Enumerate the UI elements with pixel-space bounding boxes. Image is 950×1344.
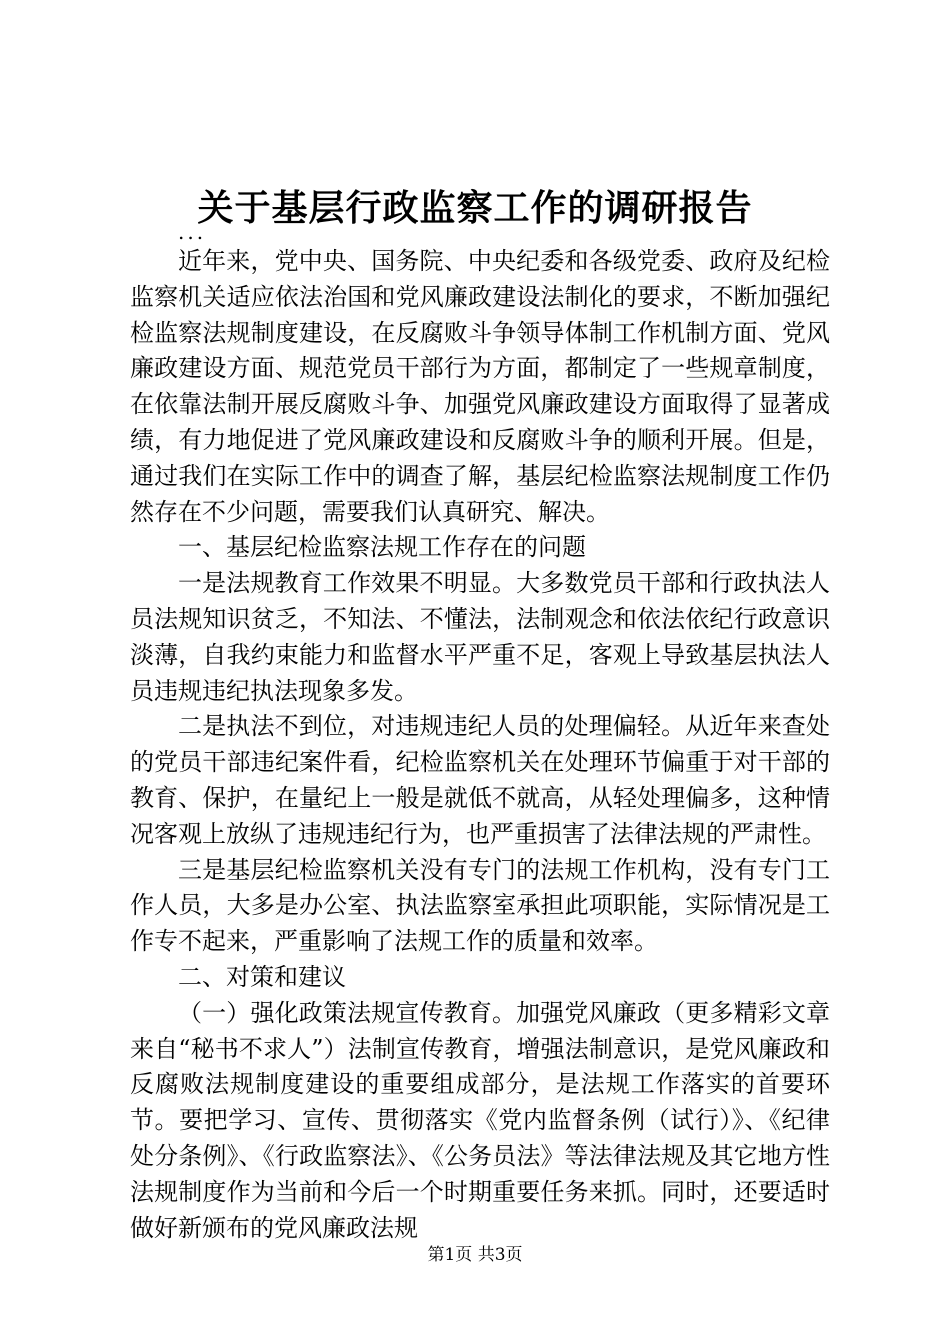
paragraph-problem-2: 二是执法不到位，对违规违纪人员的处理偏轻。从近年来查处的党员干部违纪案件看，纪检监察机关在处理环节偏重于对干部的教育、保护，在量纪上一般是就低不就高，从轻处理偏多，这种情况客观上放纵了违规违纪行为，也严重损害了法律法规的严肃性。 [130, 712, 830, 848]
document-title: 关于基层行政监察工作的调研报告 [197, 187, 753, 229]
section-heading-problems: 一、基层纪检监察法规工作存在的问题 [178, 533, 586, 562]
paragraph-problem-3: 三是基层纪检监察机关没有专门的法规工作机构，没有专门工作人员，大多是办公室、执法监察室承担此项职能，实际情况是工作专不起来，严重影响了法规工作的质量和效率。 [130, 855, 830, 956]
paragraph-suggestion-1: （一）强化政策法规宣传教育。加强党风廉政（更多精彩文章来自“秘书不求人”）法制宣传教育，增强法制意识，是党风廉政和反腐败法规制度建设的重要组成部分，是法规工作落实的首要环节。要把学习、宣传、贯彻落实《党内监督条例（试行）》、《纪律处分条例》、《行政监察法》、《公务员法》等法律法规及其它地方性法规制度作为当前和今后一个时期重要任务来抓。同时，还要适时做好新颁布的党风廉政法规 [130, 998, 830, 1242]
paragraph-problem-1: 一是法规教育工作效果不明显。大多数党员干部和行政执法人员法规知识贫乏，不知法、不懂法，法制观念和依法依纪行政意识淡薄，自我约束能力和监督水平严重不足，客观上导致基层执法人员违规违纪执法现象多发。 [130, 569, 830, 705]
paragraph-intro: 近年来，党中央、国务院、中央纪委和各级党委、政府及纪检监察机关适应依法治国和党风廉政建设法制化的要求，不断加强纪检监察法规制度建设，在反腐败斗争领导体制工作机制方面、党风廉政建设方面、规范党员干部行为方面，都制定了一些规章制度，在依靠法制开展反腐败斗争、加强党风廉政建设方面取得了显著成绩，有力地促进了党风廉政建设和反腐败斗争的顺利开展。但是，通过我们在实际工作中的调查了解，基层纪检监察法规制度工作仍然存在不少问题，需要我们认真研究、解决。 [130, 247, 830, 526]
section-heading-suggestions: 二、对策和建议 [178, 962, 346, 991]
ellipsis-mark: ... [178, 220, 207, 244]
document-body [130, 244, 830, 1246]
page-footer: 第1页 共3页 [427, 1245, 523, 1265]
